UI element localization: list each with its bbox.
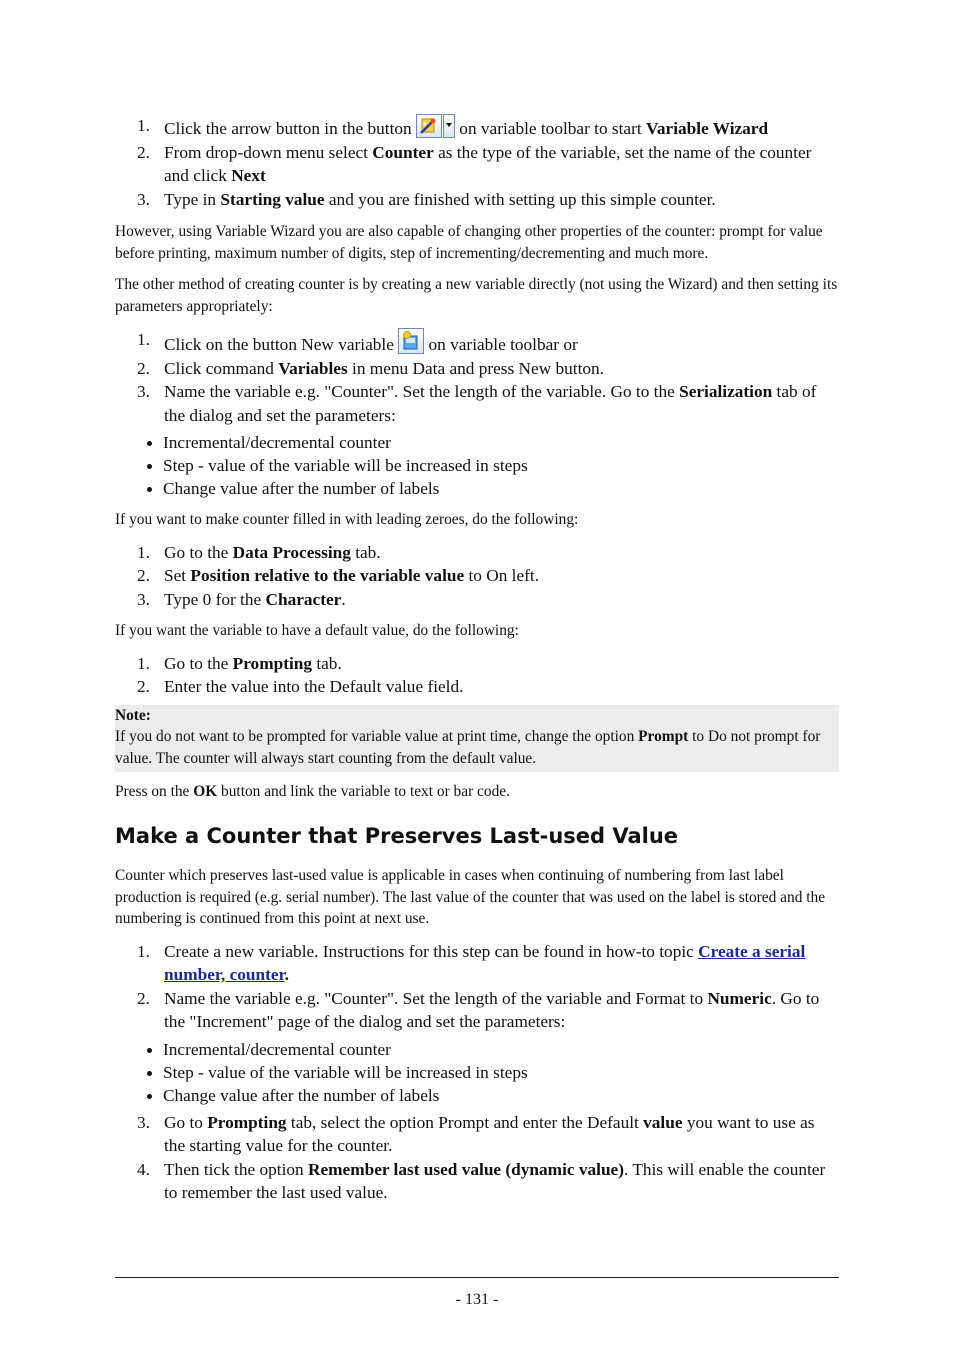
bullet-item: Step - value of the variable will be increased in steps (115, 1061, 839, 1084)
bullet-item: Change value after the number of labels (115, 477, 839, 500)
paragraph: The other method of creating counter is by creating a new variable directly (not using the Wizard) and then setting its parameters appropriately: (115, 276, 838, 315)
list-item: 2. Set Position relative to the variable value to On left. (137, 566, 540, 585)
bullet-item: Step - value of the variable will be increased in steps (115, 454, 839, 477)
paragraph: However, using Variable Wizard you are also capable of changing other properties of the counter: prompt for value before printing, maximum number of digits, step of incrementing/decrementing and much more. (115, 223, 823, 262)
create-serial-number-link[interactable]: Create a serial number, counter (164, 941, 806, 984)
leading-zeroes-steps-list (115, 541, 839, 612)
bullet-list (115, 1038, 839, 1107)
list-item: 1. Create a new variable. Instructions for this step can be found in how-to topic Create a serial number, counter. (137, 941, 806, 984)
preserve-value-steps-list (115, 940, 839, 1205)
bullet-icon (147, 1048, 152, 1053)
document-page (115, 114, 839, 1205)
wizard-steps-list (115, 114, 839, 211)
list-item: 2. Name the variable e.g. "Counter". Set the length of the variable and Format to Numeric. Go to the "Increment" page of the dialog and set the parameters: Incremental/decremental counter Step - value of the variable will be increased in steps Change value after the number of labels (115, 987, 839, 1107)
bullet-icon (147, 1071, 152, 1076)
list-item: 2. Enter the value into the Default value field. (137, 677, 464, 696)
list-item: 1. Go to the Prompting tab. (137, 653, 342, 673)
list-item: 2. Click command Variables in menu Data and press New button. (137, 358, 604, 378)
bullet-item: Incremental/decremental counter (115, 1038, 839, 1061)
list-item: 4. Then tick the option Remember last used value (dynamic value). This will enable the counter to remember the last used value. (137, 1159, 826, 1202)
bullet-icon (147, 487, 152, 492)
note-box (115, 705, 839, 772)
variable-wizard-icon (416, 114, 442, 138)
new-variable-steps-list (115, 328, 839, 500)
paragraph: If you want the variable to have a default value, do the following: (115, 622, 519, 639)
section-heading: Make a Counter that Preserves Last-used Value (115, 824, 679, 848)
list-item: 1. Click on the button New variable on variable toolbar or (137, 330, 578, 354)
default-value-steps-list (115, 652, 839, 699)
paragraph: Counter which preserves last-used value is applicable in cases when continuing of numbering from last label production is required (e.g. serial number). The last value of the counter that was used on the label is stored and the numbering is continued from this point at next use. (115, 867, 826, 927)
note-text: If you do not want to be prompted for variable value at print time, change the option Prompt to Do not prompt for value. The counter will always start counting from the default value. (115, 727, 821, 767)
bullet-icon (147, 1094, 152, 1099)
bullet-item: Incremental/decremental counter (115, 431, 839, 454)
bullet-icon (147, 464, 152, 469)
bullet-item: Change value after the number of labels (115, 1084, 839, 1107)
list-item: 1. Click the arrow button in the button on variable toolbar to start Variable Wizard (137, 116, 769, 138)
bullet-list (115, 431, 839, 500)
list-item: 3. Name the variable e.g. "Counter". Set the length of the variable. Go to the Serialization tab of the dialog and set the parameters: Incremental/decremental counter Step - value of the variable will be increased in steps Change value after the number of labels (115, 380, 839, 500)
list-item: 3. Type in Starting value and you are finished with setting up this simple counter. (137, 189, 716, 209)
paragraph: If you want to make counter filled in with leading zeroes, do the following: (115, 511, 579, 528)
list-item: 3. Type 0 for the Character. (137, 589, 346, 609)
bullet-icon (147, 441, 152, 446)
dropdown-arrow-icon (443, 114, 455, 138)
list-item: 3. Go to Prompting tab, select the option Prompt and enter the Default value you want to use as the starting value for the counter. (137, 1112, 815, 1155)
list-item: 1. Go to the Data Processing tab. (137, 542, 381, 562)
footer-divider (115, 1277, 839, 1278)
note-title: Note: (115, 706, 151, 724)
paragraph: Press on the OK button and link the variable to text or bar code. (115, 782, 510, 800)
list-item: 2. From drop-down menu select Counter as the type of the variable, set the name of the counter and click Next (137, 142, 812, 185)
page-number: - 131 - (455, 1291, 499, 1308)
new-variable-icon (398, 328, 424, 354)
